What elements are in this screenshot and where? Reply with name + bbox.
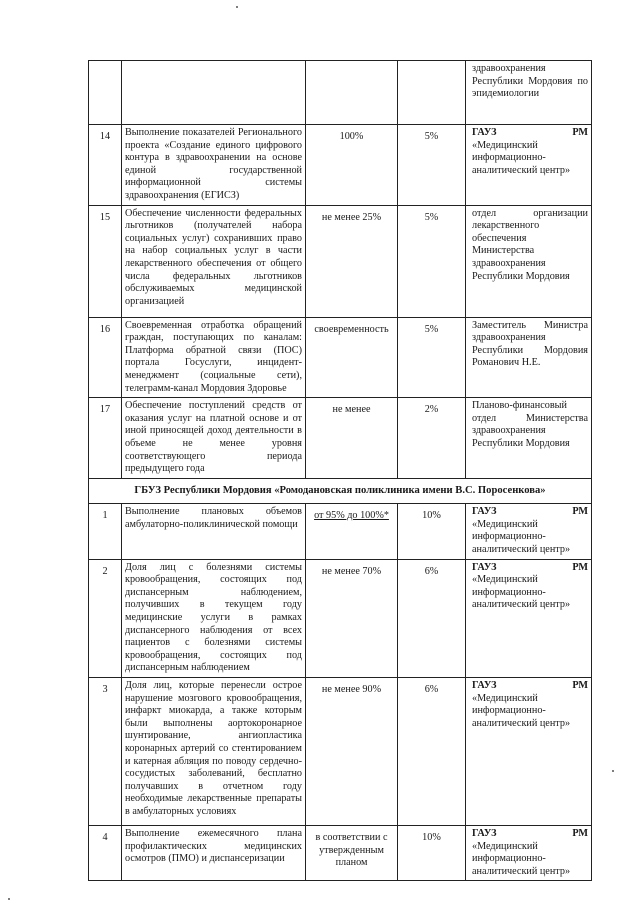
indicator-description: Доля лиц с болезнями системы кровообращения, состоящих под диспансерным наблюдением, получивших в текущем году медицинские услуги в рамках диспансерного наблюдения от всех пациентов с болезнями системы кровообращения, состоящих под диспансерным наблюдением	[122, 559, 306, 677]
target-value: не менее 90%	[306, 678, 398, 826]
org-full-name: «Медицинский информационно-аналитический центр»	[472, 840, 571, 877]
weight: 5%	[398, 317, 466, 398]
weight: 2%	[398, 398, 466, 479]
table-row	[89, 398, 592, 479]
org-full-name: «Медицинский информационно-аналитический центр»	[472, 518, 571, 556]
section-title: ГБУЗ Республики Мордовия «Ромодановская поликлиника имени В.С. Поросенкова»	[89, 478, 592, 504]
indicator-description: Своевременная отработка обращений граждан, поступающих по каналам: Платформа обратной связи (ПОС) портала Госуслуги, инцидент-менеджмент (социальные сети), телеграмм-канал Мордовия Здоровье	[122, 317, 306, 398]
responsible	[466, 678, 592, 826]
scan-speck	[8, 898, 10, 900]
org-name: ГАУЗ	[472, 561, 497, 573]
table-row	[89, 826, 592, 881]
weight: 10%	[398, 826, 466, 881]
responsible: отдел организации лекарственного обеспечения Министерства здравоохранения Республики Мордовия	[466, 205, 592, 317]
indicator-description: Выполнение плановых объемов амбулаторно-поликлинической помощи	[122, 504, 306, 559]
table-row	[89, 504, 592, 559]
row-number: 3	[89, 678, 122, 826]
section-row	[89, 478, 592, 504]
target-value: не менее 70%	[306, 559, 398, 677]
target-value: не менее	[306, 398, 398, 479]
row-number	[89, 61, 122, 125]
org-region: РМ	[572, 561, 588, 573]
org-name: ГАУЗ	[472, 127, 497, 138]
org-name: ГАУЗ	[472, 506, 497, 518]
row-number: 4	[89, 826, 122, 881]
org-name: ГАУЗ	[472, 680, 497, 691]
table-row	[89, 61, 592, 125]
org-region: РМ	[572, 127, 588, 138]
target-value: 100%	[306, 125, 398, 206]
responsible	[466, 504, 592, 559]
target-value: от 95% до 100%*	[306, 504, 398, 559]
responsible: Заместитель Министра здравоохранения Республики Мордовия Романович Н.Е.	[466, 317, 592, 398]
weight	[398, 61, 466, 125]
indicator-description: Выполнение показателей Регионального проекта «Создание единого цифрового контура в здравоохранении на основе единой государственной информационной системы здравоохранения (ЕГИСЗ)	[122, 125, 306, 206]
responsible: Планово-финансовый отдел Министерства здравоохранения Республики Мордовия	[466, 398, 592, 479]
target-value: в соответствии с утвержденным планом	[306, 826, 398, 881]
org-region: РМ	[572, 506, 588, 518]
table-row	[89, 125, 592, 206]
org-full-name: «Медицинский информационно-аналитический центр»	[472, 139, 571, 176]
weight: 10%	[398, 504, 466, 559]
indicators-table	[88, 60, 592, 881]
scan-speck	[236, 6, 238, 8]
org-name: ГАУЗ	[472, 828, 497, 839]
target-value: не менее 25%	[306, 205, 398, 317]
indicator-description: Доля лиц, которые перенесли острое нарушение мозгового кровообращения, инфаркт миокарда, а также которым были выполнены аортокоронарное шунтирование, ангиопластика коронарных артерий со стентированием и катерная абляция по поводу сердечно-сосудистых заболеваний, бесплатно получавших в отчетном году необходимые лекарственные препараты в амбулаторных условиях	[122, 678, 306, 826]
weight: 5%	[398, 125, 466, 206]
table-row	[89, 317, 592, 398]
scan-speck	[612, 770, 614, 772]
org-region: РМ	[572, 680, 588, 691]
row-number: 15	[89, 205, 122, 317]
row-number: 2	[89, 559, 122, 677]
table-row	[89, 205, 592, 317]
responsible	[466, 826, 592, 881]
weight: 6%	[398, 559, 466, 677]
target-value: своевременность	[306, 317, 398, 398]
table-row	[89, 678, 592, 826]
responsible	[466, 559, 592, 677]
org-full-name: «Медицинский информационно-аналитический центр»	[472, 574, 571, 611]
row-number: 14	[89, 125, 122, 206]
responsible	[466, 125, 592, 206]
row-number: 1	[89, 504, 122, 559]
indicator-description	[122, 61, 306, 125]
row-number: 16	[89, 317, 122, 398]
org-region: РМ	[572, 828, 588, 839]
indicator-description: Обеспечение численности федеральных льготников (получателей набора социальных услуг) сохранивших право на набор социальных услуг в части лекарственного обеспечения от общего числа федеральных льготников обслуживаемых медицинской организацией	[122, 205, 306, 317]
weight: 5%	[398, 205, 466, 317]
document-sheet	[88, 60, 591, 881]
org-full-name: «Медицинский информационно-аналитический центр»	[472, 692, 571, 729]
indicator-description: Выполнение ежемесячного плана профилактических медицинских осмотров (ПМО) и диспансеризации	[122, 826, 306, 881]
row-number: 17	[89, 398, 122, 479]
indicator-description: Обеспечение поступлений средств от оказания услуг на платной основе и от иной приносящей доход деятельности в объеме не менее уровня соответствующего периода предыдущего года	[122, 398, 306, 479]
table-row	[89, 559, 592, 677]
weight: 6%	[398, 678, 466, 826]
responsible: здравоохранения Республики Мордовия по эпидемиологии	[466, 61, 592, 125]
target-value	[306, 61, 398, 125]
